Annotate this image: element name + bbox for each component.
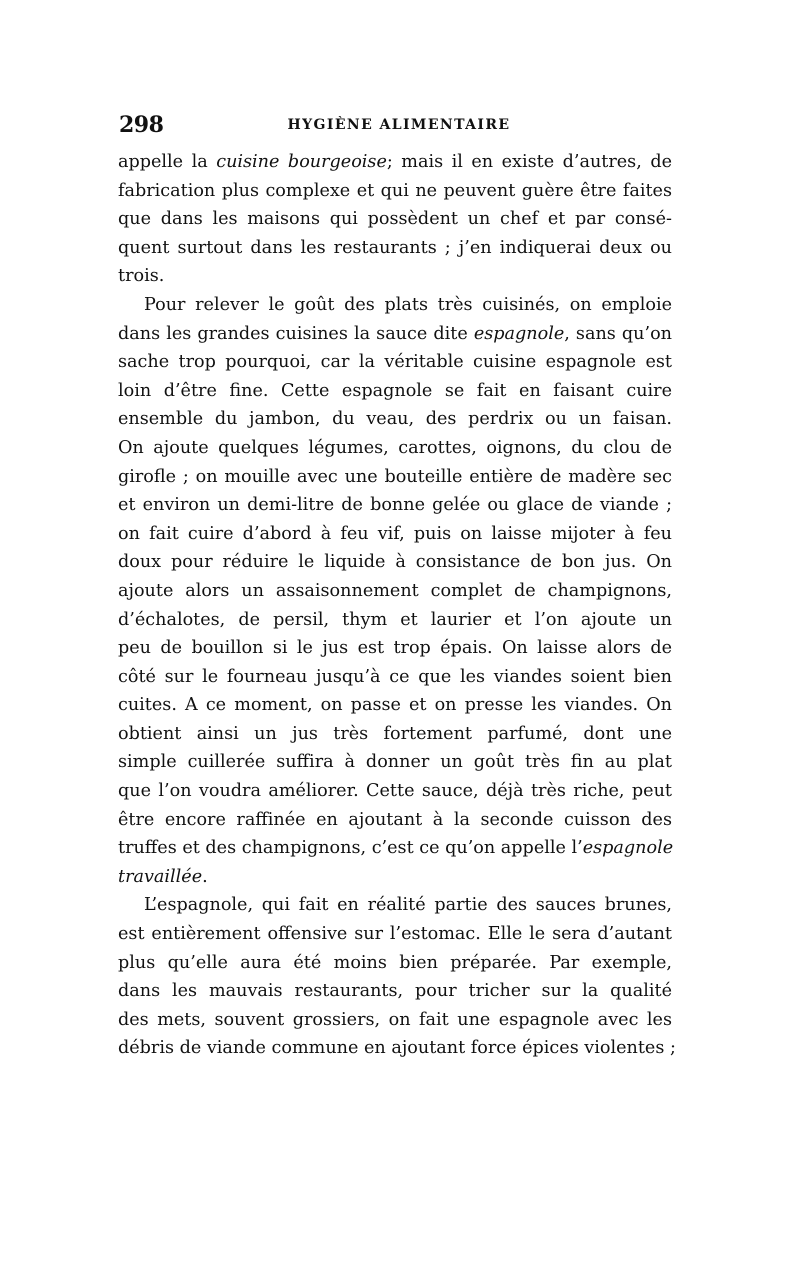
text-segment: appelle la [118, 152, 217, 172]
text-segment: trois. [118, 266, 165, 287]
text-line [118, 234, 672, 263]
text-line [118, 405, 672, 434]
text-line [118, 491, 672, 520]
text-segment: et environ un demi-litre de bonne gelée ou glace de viande ; [118, 495, 672, 516]
text-segment: sache trop pourquoi, car la véritable cuisine espagnole est [118, 352, 672, 373]
text-line [118, 606, 672, 635]
text-segment: obtient ainsi un jus très fortement parfumé, dont une [118, 723, 672, 744]
text-segment: plus qu’elle aura été moins bien préparée. Par exemple, [118, 952, 672, 973]
text-line [118, 262, 672, 291]
text-line [118, 863, 672, 892]
text-segment: ensemble du jambon, du veau, des perdrix ou un faisan. [118, 409, 672, 430]
text-line [118, 949, 672, 978]
text-line [118, 177, 672, 206]
text-line [118, 634, 672, 663]
text-line [118, 1034, 676, 1063]
text-segment: que l’on voudra améliorer. Cette sauce, déjà très riche, peut [118, 781, 672, 802]
text-segment: , sans qu’on [564, 323, 673, 344]
text-segment: dans les grandes cuisines la sauce dite [118, 323, 474, 344]
text-line [118, 691, 672, 720]
text-segment: des mets, souvent grossiers, on fait une espagnole avec les [118, 1009, 672, 1030]
text-segment: est entièrement offensive sur l’estomac. Elle le sera d’autant [118, 924, 672, 945]
text-segment: simple cuillerée suffira à donner un goût très fin au plat [118, 752, 672, 773]
text-segment: ; mais il en existe d’autres, de [386, 152, 672, 172]
text-line [118, 577, 672, 606]
text-segment: girofle ; on mouille avec une bouteille entière de madère sec [118, 466, 672, 487]
text-segment: être encore raffinée en ajoutant à la seconde cuisson des [118, 809, 672, 830]
text-segment: truffes et des champignons, c’est ce qu’on appelle l’ [118, 838, 583, 859]
text-line [118, 377, 672, 406]
text-segment: débris de viande commune en ajoutant force épices violentes ; [118, 1038, 676, 1059]
text-segment: cuites. A ce moment, on passe et on presse les viandes. On [118, 695, 672, 716]
text-segment: Pour relever le goût des plats très cuisinés, on emploie [144, 294, 672, 315]
running-head [119, 112, 679, 142]
text-segment: on fait cuire d’abord à feu vif, puis on laisse mijoter à feu [118, 523, 672, 544]
text-segment: loin d’être fine. Cette espagnole se fait en faisant cuire [118, 380, 672, 401]
text-segment: côté sur le fourneau jusqu’à ce que les viandes soient bien [118, 666, 672, 687]
text-line [118, 977, 672, 1006]
text-segment: L’espagnole, qui fait en réalité partie des sauces brunes, [144, 895, 672, 916]
text-line [118, 348, 672, 377]
text-segment: doux pour réduire le liquide à consistance de bon jus. On [118, 552, 672, 573]
text-line [118, 291, 672, 320]
text-line [118, 463, 672, 492]
text-segment: . [202, 866, 208, 887]
text-line [118, 205, 672, 234]
text-segment: dans les mauvais restaurants, pour tricher sur la qualité [118, 981, 672, 1002]
italic-text: espagnole [473, 323, 565, 344]
text-line [118, 434, 672, 463]
paragraph [118, 291, 672, 891]
text-line [118, 320, 672, 349]
paragraph [118, 148, 672, 291]
text-line [118, 748, 672, 777]
text-segment: que dans les maisons qui possèdent un chef et par consé- [118, 209, 672, 230]
text-segment: d’échalotes, de persil, thym et laurier et l’on ajoute un [118, 609, 672, 630]
text-segment: ajoute alors un assaisonnement complet de champignons, [118, 580, 672, 601]
italic-text: espagnole [582, 838, 674, 859]
text-line [118, 920, 672, 949]
text-segment: On ajoute quelques légumes, carottes, oignons, du clou de [118, 437, 672, 458]
text-line [118, 834, 672, 863]
running-title: HYGIÈNE ALIMENTAIRE [287, 117, 511, 133]
text-line [118, 520, 672, 549]
text-line [118, 891, 672, 920]
text-line [118, 663, 672, 692]
text-line [118, 148, 672, 177]
text-segment: quent surtout dans les restaurants ; j’en indiquerai deux ou [118, 237, 672, 258]
page-number: 298 [119, 112, 164, 138]
text-line [118, 777, 672, 806]
text-line [118, 806, 672, 835]
text-segment: peu de bouillon si le jus est trop épais. On laisse alors de [118, 638, 672, 659]
italic-text: cuisine bourgeoise [216, 152, 387, 172]
text-line [118, 1006, 672, 1035]
paragraph [118, 891, 676, 1063]
text-line [118, 720, 672, 749]
body-text [118, 148, 676, 1063]
text-segment: fabrication plus complexe et qui ne peuvent guère être faites [118, 180, 672, 201]
italic-text: travaillée [118, 866, 203, 887]
text-line [118, 548, 672, 577]
